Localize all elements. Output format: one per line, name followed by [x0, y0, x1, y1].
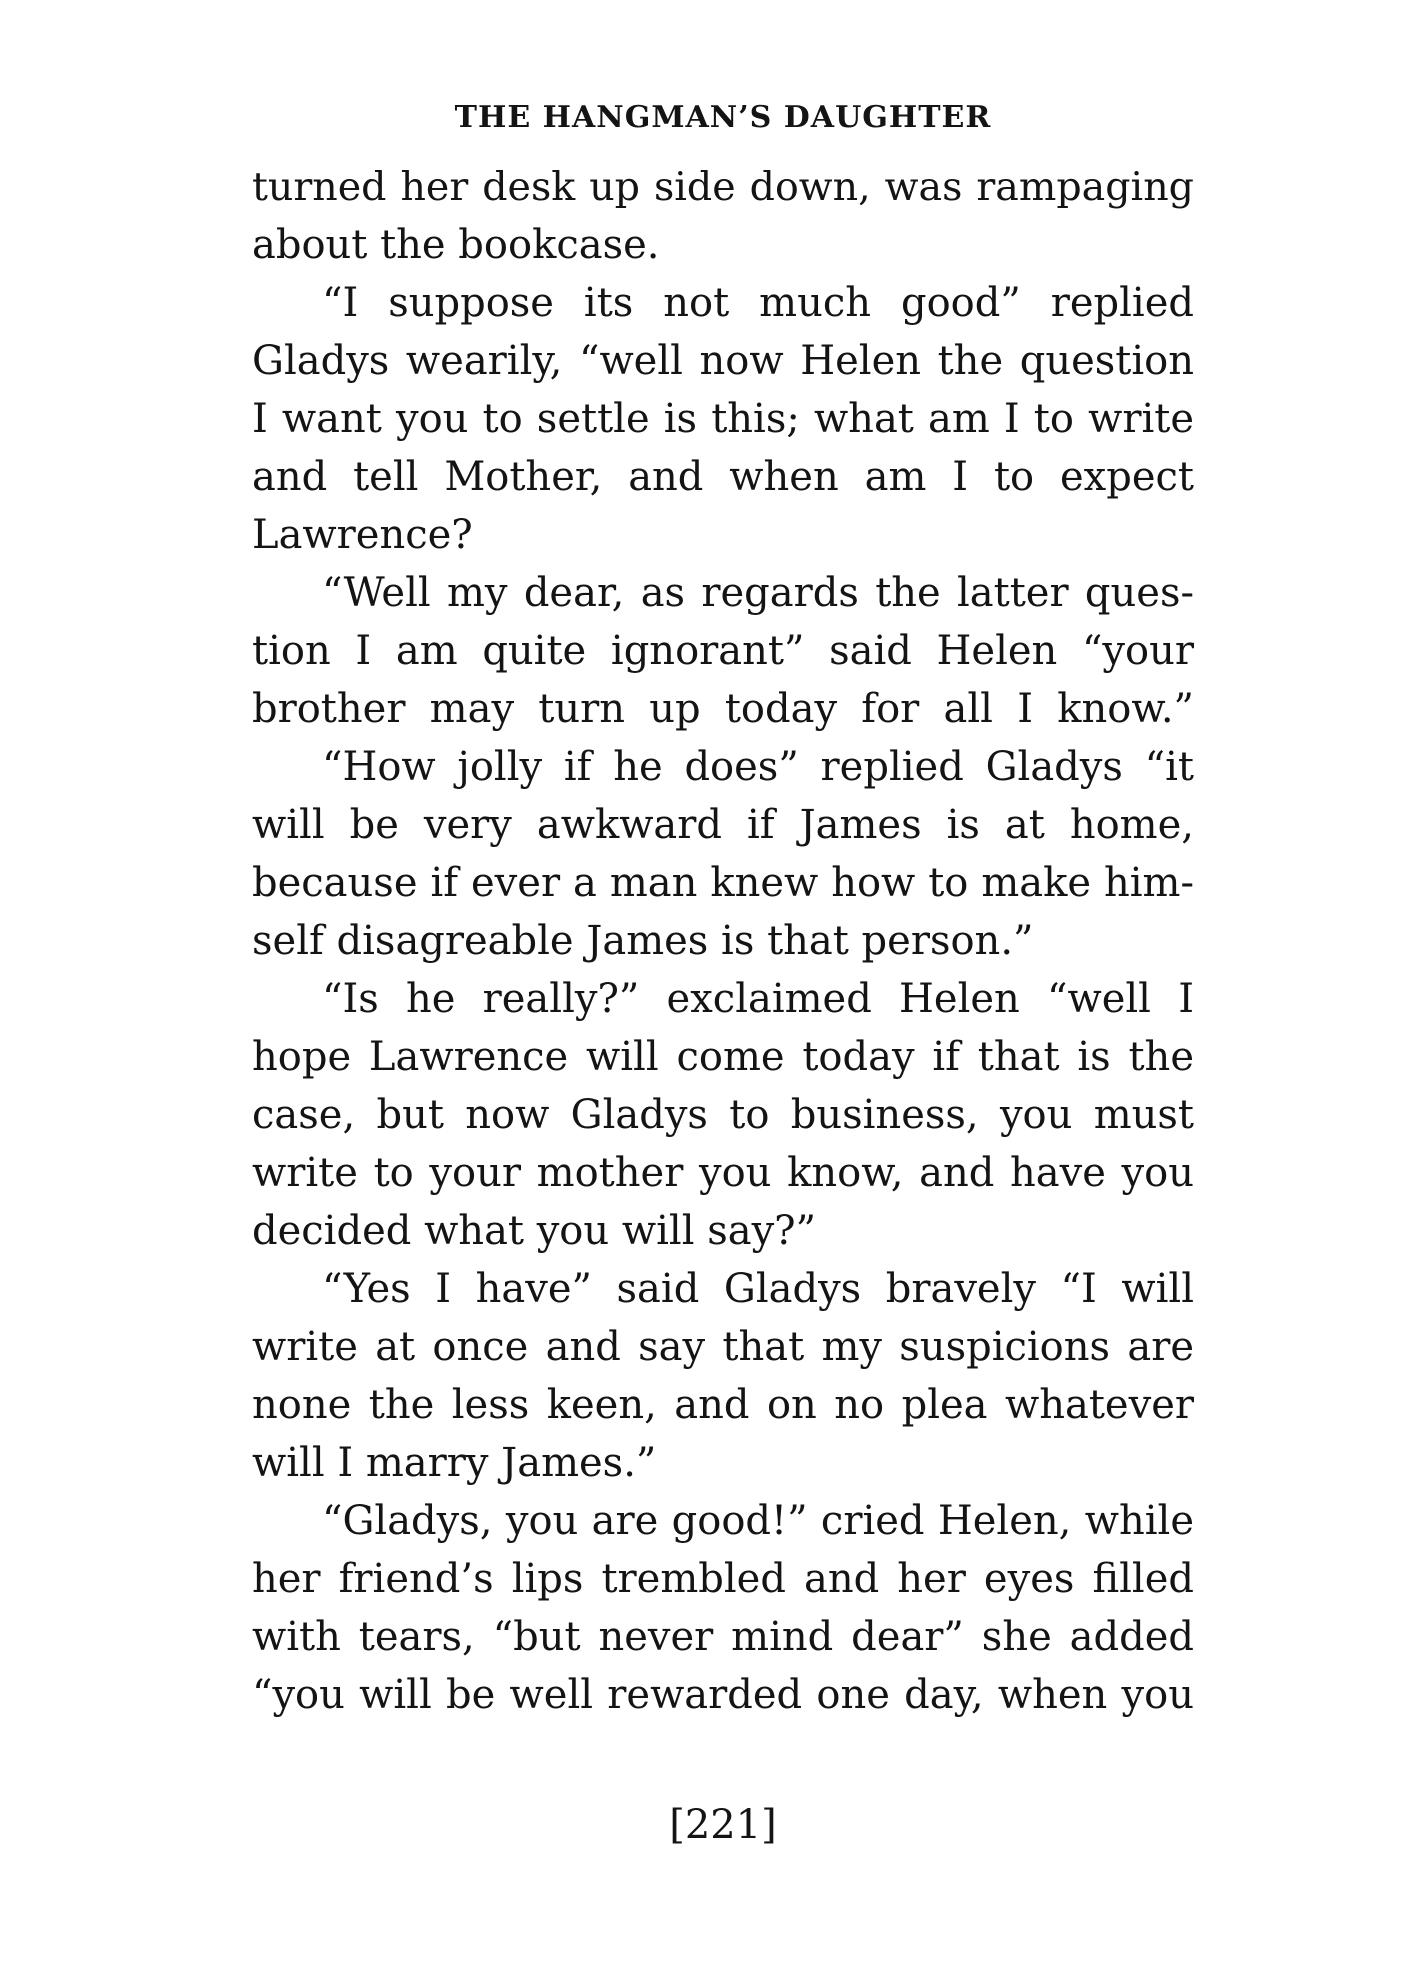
paragraph-start-line: “I suppose its not much good” replied [322, 280, 1194, 326]
text-line: and tell Mother, and when am I to expect [252, 454, 1194, 500]
text-line: her friend’s lips trembled and her eyes filled [252, 1556, 1194, 1602]
paragraph-start-line: “Yes I have” said Gladys bravely “I will [322, 1266, 1194, 1312]
text-line: none the less keen, and on no plea whatever [252, 1382, 1194, 1428]
text-line: will I marry James.” [252, 1440, 657, 1486]
running-head: THE HANGMAN’S DAUGHTER [454, 100, 992, 135]
paragraph-start-line: “Gladys, you are good!” cried Helen, while [322, 1498, 1194, 1544]
text-line: will be very awkward if James is at home, [252, 802, 1194, 848]
text-line: hope Lawrence will come today if that is the [252, 1034, 1194, 1080]
text-line: “you will be well rewarded one day, when you [252, 1672, 1194, 1718]
paragraph-start-line: “Is he really?” exclaimed Helen “well I [322, 976, 1194, 1022]
text-line: decided what you will say?” [252, 1208, 817, 1254]
text-line: case, but now Gladys to business, you must [252, 1092, 1194, 1138]
text-line: brother may turn up today for all I know.” [252, 686, 1194, 732]
text-line: with tears, “but never mind dear” she added [252, 1614, 1194, 1660]
text-line: I want you to settle is this; what am I to write [252, 396, 1194, 442]
text-line: self disagreable James is that person.” [252, 918, 1034, 964]
page-number: [221] [669, 1802, 777, 1848]
text-line: turned her desk up side down, was rampaging [252, 164, 1194, 210]
text-line: Lawrence? [252, 512, 473, 558]
text-line: tion I am quite ignorant” said Helen “your [252, 628, 1194, 674]
paragraph-start-line: “How jolly if he does” replied Gladys “it [322, 744, 1194, 790]
text-line: write to your mother you know, and have you [252, 1150, 1194, 1196]
text-line: because if ever a man knew how to make him- [252, 860, 1194, 906]
text-line: write at once and say that my suspicions are [252, 1324, 1194, 1370]
paragraph-start-line: “Well my dear, as regards the latter ques- [322, 570, 1194, 616]
body-text [252, 158, 1194, 1724]
text-line: Gladys wearily, “well now Helen the question [252, 338, 1194, 384]
text-line: about the bookcase. [252, 222, 660, 268]
